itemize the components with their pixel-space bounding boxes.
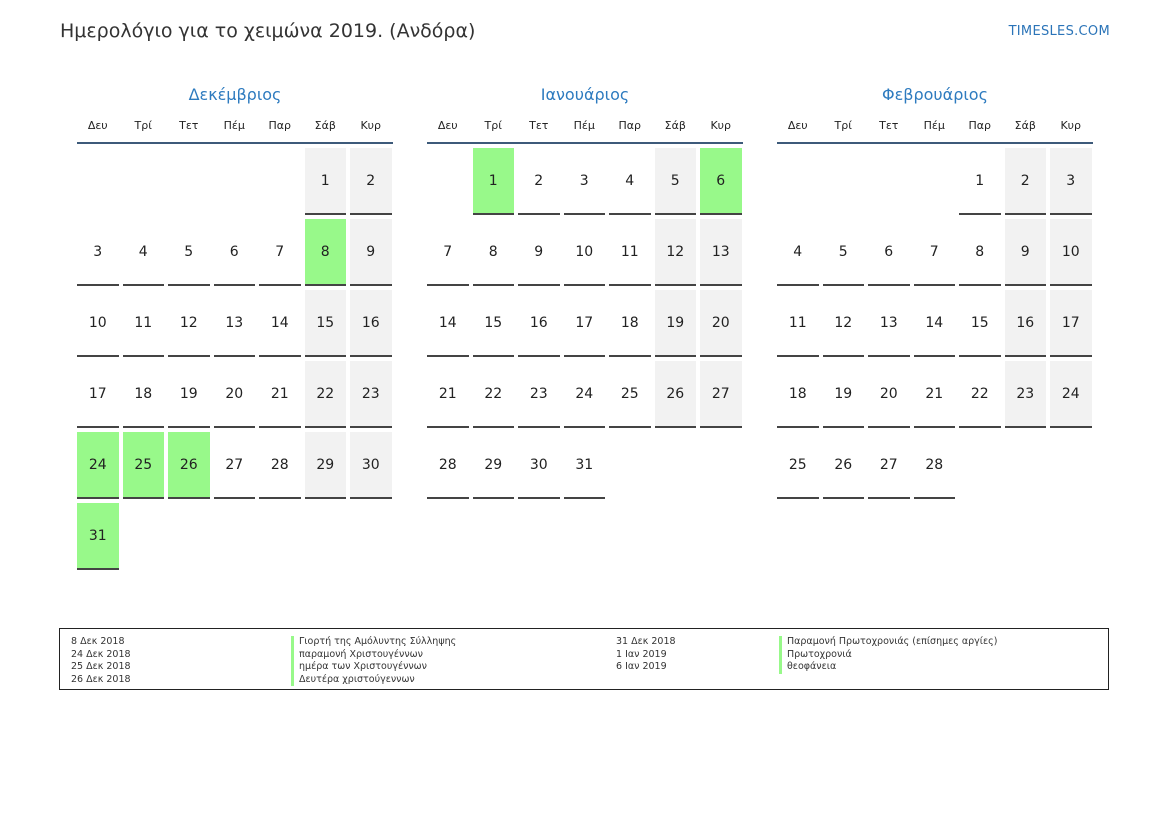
- day-cell: 27: [700, 361, 742, 428]
- day-cell: 26: [823, 432, 865, 499]
- legend-names-right: [779, 636, 997, 674]
- legend-holiday-name: Γιορτή της Αμόλυντης Σύλληψης: [291, 636, 456, 649]
- day-cell: 21: [259, 361, 301, 428]
- legend-date: 8 Δεκ 2018: [71, 636, 125, 647]
- empty-cell: [427, 148, 469, 213]
- day-cell: 22: [473, 361, 515, 428]
- day-cell: 1: [959, 148, 1001, 215]
- holiday-day-cell: 26: [168, 432, 210, 499]
- day-cell: 22: [959, 361, 1001, 428]
- day-cell: 8: [959, 219, 1001, 286]
- weekday-label: Σάβ: [314, 119, 336, 132]
- day-cell: 18: [123, 361, 165, 428]
- legend-dates-right: [616, 636, 676, 674]
- day-cell: 24: [1050, 361, 1092, 428]
- legend-date: 6 Ιαν 2019: [616, 661, 667, 672]
- day-cell: 2: [1005, 148, 1047, 215]
- holiday-day-cell: 1: [473, 148, 515, 215]
- day-cell: 19: [655, 290, 697, 357]
- day-cell: 3: [77, 219, 119, 286]
- weekday-label: Δευ: [787, 119, 808, 132]
- legend-date: 31 Δεκ 2018: [616, 636, 676, 647]
- day-cell: 16: [350, 290, 392, 357]
- day-cell: 28: [259, 432, 301, 499]
- legend-date: 1 Ιαν 2019: [616, 648, 667, 660]
- day-cell: 26: [655, 361, 697, 428]
- weekday-label: Πέμ: [223, 119, 245, 132]
- day-cell: 20: [214, 361, 256, 428]
- weekday-label: Παρ: [968, 119, 991, 132]
- day-cell: 3: [564, 148, 606, 215]
- day-cell: 4: [123, 219, 165, 286]
- days-grid: [777, 148, 1093, 499]
- legend-names-left: [291, 636, 456, 686]
- legend-holiday-name: παραμονή Χριστουγέννων: [291, 649, 456, 662]
- day-cell: 24: [564, 361, 606, 428]
- day-cell: 17: [1050, 290, 1092, 357]
- empty-cell: [259, 148, 301, 213]
- day-cell: 20: [700, 290, 742, 357]
- weekday-label: Δευ: [87, 119, 108, 132]
- legend-date: 25 Δεκ 2018: [71, 661, 131, 672]
- day-cell: 6: [214, 219, 256, 286]
- day-cell: 5: [655, 148, 697, 215]
- weekday-label: Τετ: [529, 119, 549, 132]
- day-cell: 14: [914, 290, 956, 357]
- month-december: [77, 80, 393, 570]
- day-cell: 16: [518, 290, 560, 357]
- day-cell: 13: [700, 219, 742, 286]
- legend-holiday-name: Πρωτοχρονιά: [779, 649, 997, 662]
- day-cell: 6: [868, 219, 910, 286]
- day-cell: 4: [609, 148, 651, 215]
- weekday-label: Πέμ: [923, 119, 945, 132]
- legend-holiday-name: Δευτέρα χριστούγεννων: [291, 674, 456, 687]
- day-cell: 15: [305, 290, 347, 357]
- legend-holiday-name: Παραμονή Πρωτοχρονιάς (επίσημες αργίες): [779, 636, 997, 649]
- weekday-label: Τρί: [134, 119, 152, 132]
- weekday-label: Σάβ: [664, 119, 686, 132]
- day-cell: 4: [777, 219, 819, 286]
- legend-dates-left: [71, 636, 131, 686]
- legend-date: 26 Δεκ 2018: [71, 673, 131, 685]
- holiday-legend: [59, 628, 1109, 690]
- month-title: Ιανουάριος: [540, 85, 630, 104]
- day-cell: 12: [823, 290, 865, 357]
- weekday-label: Τετ: [179, 119, 199, 132]
- empty-cell: [777, 148, 819, 213]
- weekday-label: Παρ: [268, 119, 291, 132]
- day-cell: 13: [868, 290, 910, 357]
- weekday-header: [77, 110, 393, 144]
- day-cell: 21: [427, 361, 469, 428]
- day-cell: 5: [168, 219, 210, 286]
- day-cell: 20: [868, 361, 910, 428]
- weekday-label: Πέμ: [573, 119, 595, 132]
- day-cell: 7: [427, 219, 469, 286]
- weekday-label: Τετ: [879, 119, 899, 132]
- weekday-label: Κυρ: [710, 119, 732, 132]
- day-cell: 15: [959, 290, 1001, 357]
- day-cell: 15: [473, 290, 515, 357]
- month-title: Δεκέμβριος: [188, 85, 282, 104]
- weekday-label: Τρί: [484, 119, 502, 132]
- holiday-day-cell: 31: [77, 503, 119, 570]
- days-grid: [427, 148, 743, 499]
- holiday-day-cell: 25: [123, 432, 165, 499]
- day-cell: 11: [609, 219, 651, 286]
- day-cell: 25: [777, 432, 819, 499]
- day-cell: 25: [609, 361, 651, 428]
- day-cell: 10: [77, 290, 119, 357]
- weekday-label: Παρ: [618, 119, 641, 132]
- day-cell: 23: [1005, 361, 1047, 428]
- day-cell: 27: [214, 432, 256, 499]
- day-cell: 5: [823, 219, 865, 286]
- day-cell: 17: [77, 361, 119, 428]
- day-cell: 19: [168, 361, 210, 428]
- day-cell: 17: [564, 290, 606, 357]
- day-cell: 11: [777, 290, 819, 357]
- month-title: Φεβρουάριος: [882, 85, 988, 104]
- day-cell: 22: [305, 361, 347, 428]
- day-cell: 2: [350, 148, 392, 215]
- weekday-label: Σάβ: [1014, 119, 1036, 132]
- day-cell: 14: [427, 290, 469, 357]
- day-cell: 10: [1050, 219, 1092, 286]
- weekday-label: Κυρ: [360, 119, 382, 132]
- legend-holiday-name: ημέρα των Χριστουγέννων: [291, 661, 456, 674]
- day-cell: 1: [305, 148, 347, 215]
- day-cell: 18: [777, 361, 819, 428]
- empty-cell: [168, 148, 210, 213]
- empty-cell: [77, 148, 119, 213]
- weekday-label: Κυρ: [1060, 119, 1082, 132]
- empty-cell: [214, 148, 256, 213]
- month-january: [427, 80, 743, 499]
- day-cell: 28: [427, 432, 469, 499]
- day-cell: 13: [214, 290, 256, 357]
- day-cell: 7: [259, 219, 301, 286]
- day-cell: 29: [305, 432, 347, 499]
- days-grid: [77, 148, 393, 570]
- day-cell: 31: [564, 432, 606, 499]
- day-cell: 30: [350, 432, 392, 499]
- empty-cell: [914, 148, 956, 213]
- day-cell: 28: [914, 432, 956, 499]
- holiday-day-cell: 24: [77, 432, 119, 499]
- legend-date: 24 Δεκ 2018: [71, 648, 131, 660]
- day-cell: 9: [518, 219, 560, 286]
- holiday-day-cell: 8: [305, 219, 347, 286]
- day-cell: 10: [564, 219, 606, 286]
- day-cell: 27: [868, 432, 910, 499]
- page-title: Ημερολόγιο για το χειμώνα 2019. (Ανδόρα): [60, 20, 476, 42]
- day-cell: 21: [914, 361, 956, 428]
- weekday-label: Δευ: [437, 119, 458, 132]
- day-cell: 7: [914, 219, 956, 286]
- empty-cell: [868, 148, 910, 213]
- day-cell: 2: [518, 148, 560, 215]
- weekday-label: Τρί: [834, 119, 852, 132]
- day-cell: 29: [473, 432, 515, 499]
- weekday-header: [777, 110, 1093, 144]
- day-cell: 9: [350, 219, 392, 286]
- empty-cell: [123, 148, 165, 213]
- day-cell: 12: [655, 219, 697, 286]
- legend-holiday-name: θεοφάνεια: [779, 661, 997, 674]
- day-cell: 23: [518, 361, 560, 428]
- day-cell: 16: [1005, 290, 1047, 357]
- day-cell: 23: [350, 361, 392, 428]
- day-cell: 19: [823, 361, 865, 428]
- day-cell: 11: [123, 290, 165, 357]
- day-cell: 12: [168, 290, 210, 357]
- day-cell: 3: [1050, 148, 1092, 215]
- month-february: [777, 80, 1093, 499]
- day-cell: 9: [1005, 219, 1047, 286]
- day-cell: 18: [609, 290, 651, 357]
- holiday-day-cell: 6: [700, 148, 742, 215]
- empty-cell: [823, 148, 865, 213]
- weekday-header: [427, 110, 743, 144]
- day-cell: 30: [518, 432, 560, 499]
- day-cell: 8: [473, 219, 515, 286]
- day-cell: 14: [259, 290, 301, 357]
- site-link[interactable]: TIMESLES.COM: [1008, 24, 1110, 39]
